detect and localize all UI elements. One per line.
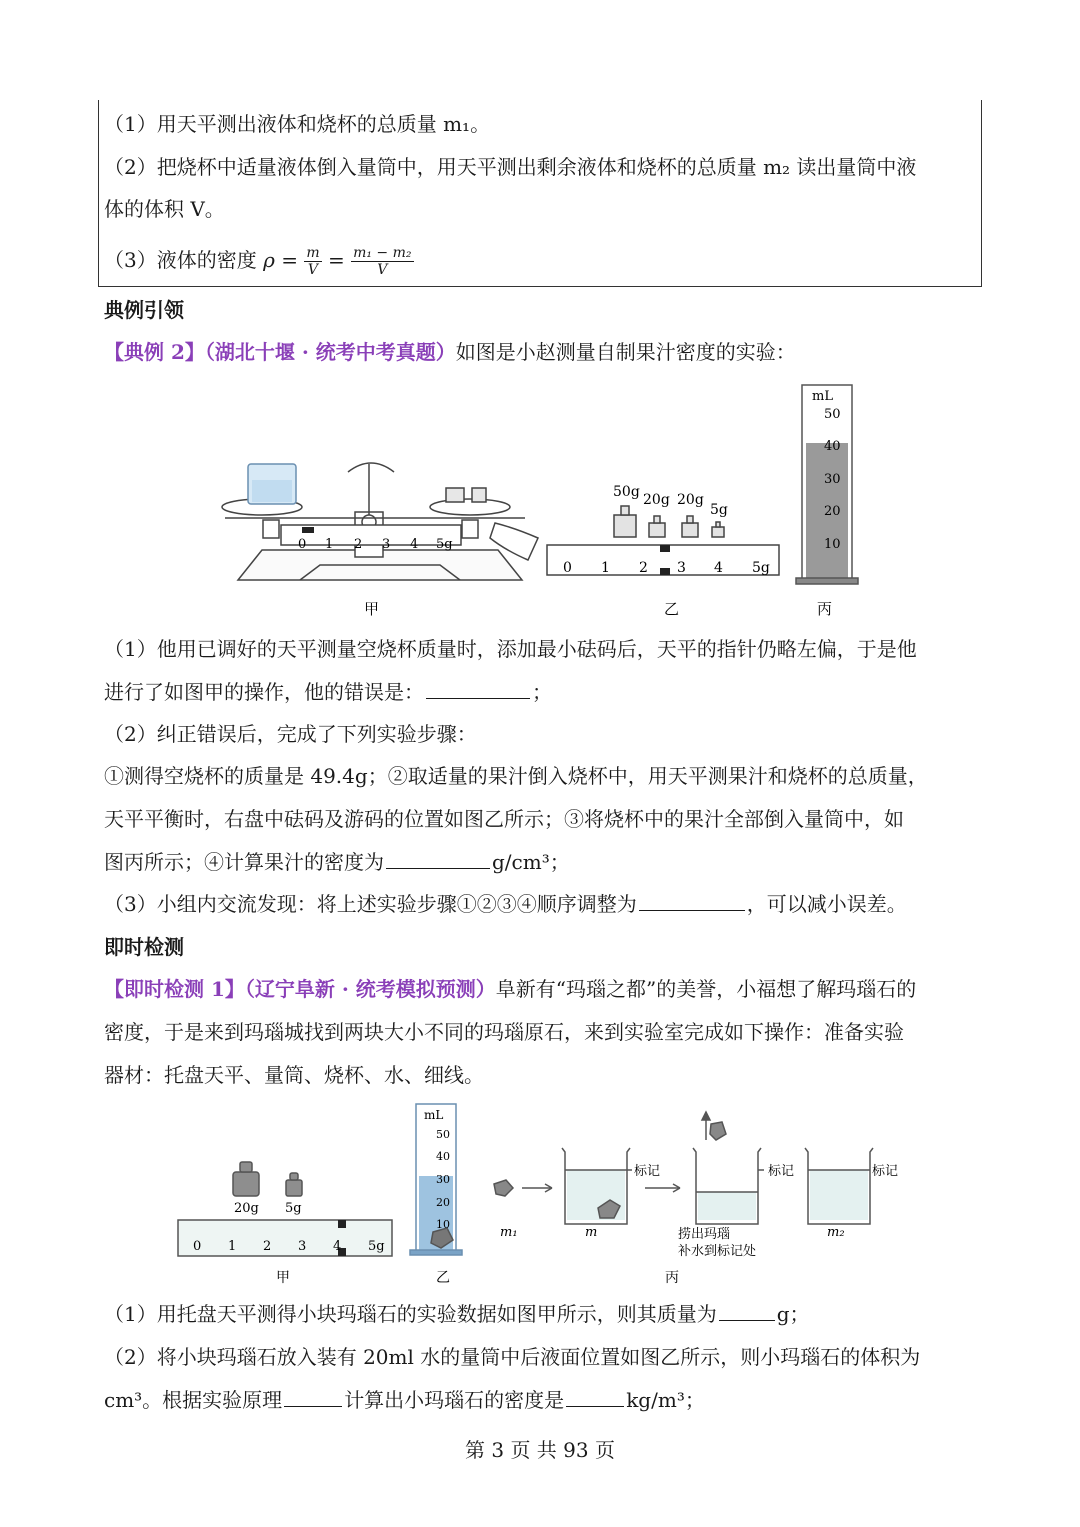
question-1-text: 进行了如图甲的操作，他的错误是：	[104, 680, 424, 704]
question-3-end: ，可以减小误差。	[746, 892, 907, 916]
agate-weight-20g: 20g	[234, 1201, 259, 1216]
label-m: m	[585, 1225, 598, 1240]
check-1-line-2: 密度，于是来到玛瑙城找到两块大小不同的玛瑙原石，来到实验室完成如下操作：准备实验	[104, 1020, 904, 1044]
question-1-line-2	[104, 678, 552, 706]
mark-label-1: 标记	[634, 1164, 661, 1179]
weight-labels	[613, 484, 728, 518]
label-m1: m₁	[500, 1225, 518, 1240]
jia-tick-0: 0	[298, 537, 307, 552]
box-step-3	[104, 240, 414, 280]
cylinder-tick-30: 30	[824, 472, 841, 487]
caption-bing: 丙	[817, 600, 833, 618]
question-2-density-text: 图丙所示；④计算果汁的密度为	[104, 850, 384, 874]
yi-tick-1: 1	[601, 560, 610, 576]
check-1-tag: 【即时检测 1】（辽宁阜新 · 统考模拟预测）	[104, 977, 496, 1001]
question-3-line	[104, 890, 907, 918]
agate-weight-5g: 5g	[285, 1201, 302, 1216]
section-heading-examples: 典例引领	[104, 298, 184, 322]
agate-tick-0: 0	[193, 1239, 202, 1254]
answer-blank-density[interactable]	[386, 848, 490, 869]
beaker-sequence	[494, 1112, 873, 1224]
section-heading-check: 即时检测	[104, 935, 184, 959]
cylinder-tick-20: 20	[824, 504, 841, 519]
note-remove-agate: 捞出玛瑙	[678, 1227, 731, 1242]
check-question-1	[104, 1300, 810, 1328]
weight-label-50g: 50g	[613, 484, 640, 500]
answer-blank-mass[interactable]	[719, 1300, 775, 1321]
caption-jia: 甲	[364, 600, 380, 618]
weight-label-20g-a: 20g	[643, 492, 670, 508]
cylinder-tick-40: 40	[824, 439, 841, 454]
check-question-2-text-b: 计算出小玛瑙石的密度是	[344, 1388, 565, 1412]
example-2-intro	[104, 338, 796, 366]
example-2-text: 如图是小赵测量自制果汁密度的实验：	[455, 340, 796, 364]
check-1-line-3: 器材：托盘天平、量筒、烧杯、水、细线。	[104, 1063, 484, 1087]
weight-label-5g: 5g	[710, 502, 728, 518]
agate-tick-4: 4	[333, 1239, 342, 1254]
agate-weight-labels	[234, 1201, 302, 1216]
agate-tick-5g: 5g	[368, 1239, 385, 1254]
agate-cyl-10: 10	[436, 1218, 450, 1231]
caption-yi: 乙	[664, 600, 680, 618]
yi-tick-0: 0	[563, 560, 572, 576]
mark-label-2: 标记	[768, 1164, 795, 1179]
agate-tick-3: 3	[298, 1239, 307, 1254]
page-footer: 第 3 页 共 93 页	[465, 1438, 615, 1462]
balance-diagram	[222, 463, 538, 580]
weight-label-20g-b: 20g	[677, 492, 704, 508]
answer-blank-order[interactable]	[639, 890, 745, 911]
figure-agate-density	[0, 1100, 1080, 1290]
question-3-text: （3）小组内交流发现：将上述实验步骤①②③④顺序调整为	[104, 892, 637, 916]
cylinder-tick-10: 10	[824, 537, 841, 552]
question-1-end: ；	[532, 680, 552, 704]
answer-blank-principle[interactable]	[284, 1386, 342, 1407]
check-1-line-1	[104, 975, 916, 1003]
jia-tick-5g: 5g	[436, 537, 453, 552]
answer-blank-1[interactable]	[426, 678, 530, 699]
density-unit: g/cm³；	[492, 850, 570, 874]
question-1-line-1: （1）他用已调好的天平测量空烧杯质量时，添加最小砝码后，天平的指针仍略左偏，于是他	[104, 637, 917, 661]
jia-tick-2: 2	[354, 537, 363, 552]
agate-cyl-50: 50	[436, 1128, 450, 1141]
caption2-bing: 丙	[665, 1270, 679, 1286]
equals-sign: =	[327, 248, 345, 272]
example-2-tag: 【典例 2】（湖北十堰 · 统考中考真题）	[104, 340, 456, 364]
cylinder-unit: mL	[812, 389, 833, 404]
question-2-line-1: ①测得空烧杯的质量是 49.4g；②取适量的果汁倒入烧杯中，用天平测果汁和烧杯的总质量，	[104, 764, 928, 788]
note-refill-water: 补水到标记处	[678, 1244, 757, 1259]
label-m2: m₂	[827, 1225, 845, 1240]
agate-cyl-20: 20	[436, 1196, 450, 1209]
box-step-2: （2）把烧杯中适量液体倒入量筒中，用天平测出剩余液体和烧杯的总质量 m₂ 读出量筒中液	[104, 155, 917, 179]
box-step-3-label: （3）液体的密度	[104, 248, 257, 272]
agate-tick-2: 2	[263, 1239, 272, 1254]
check-question-2-cont	[104, 1386, 705, 1414]
question-2-line-3	[104, 848, 570, 876]
yi-tick-2: 2	[639, 560, 648, 576]
agate-cyl-40: 40	[436, 1150, 450, 1163]
agate-cyl-30: 30	[436, 1173, 450, 1186]
rho-symbol: ρ =	[263, 248, 298, 272]
jia-tick-3: 3	[382, 537, 391, 552]
yi-tick-3: 3	[677, 560, 686, 576]
box-step-1: （1）用天平测出液体和烧杯的总质量 m₁。	[104, 112, 491, 136]
yi-tick-5g: 5g	[752, 560, 770, 576]
agate-tick-1: 1	[228, 1239, 237, 1254]
answer-blank-agate-density[interactable]	[566, 1386, 624, 1407]
check-question-2-unit: kg/m³；	[626, 1388, 705, 1412]
check-question-1-text: （1）用托盘天平测得小块玛瑙石的实验数据如图甲所示，则其质量为	[104, 1302, 717, 1326]
check-1-text: 阜新有“玛瑙之都”的美誉，小福想了解玛瑙石的	[495, 977, 917, 1001]
yi-tick-4: 4	[714, 560, 723, 576]
caption2-jia: 甲	[276, 1270, 290, 1286]
caption2-yi: 乙	[436, 1270, 450, 1286]
fraction-m-over-v: $\frac{m}{V}$	[306, 245, 320, 278]
box-step-2-cont: 体的体积 V。	[104, 197, 225, 221]
check-question-1-unit: g；	[776, 1302, 810, 1326]
cylinder-tick-50: 50	[824, 407, 841, 422]
question-2-intro: （2）纠正错误后，完成了下列实验步骤：	[104, 722, 477, 746]
jia-tick-1: 1	[325, 537, 334, 552]
check-question-2: （2）将小块玛瑙石放入装有 20ml 水的量筒中后液面位置如图乙所示，则小玛瑙石的体积为	[104, 1345, 921, 1369]
jia-tick-4: 4	[410, 537, 419, 552]
check-question-2-text-a: cm³。根据实验原理	[104, 1388, 283, 1412]
mark-label-3: 标记	[872, 1164, 899, 1179]
question-2-line-2: 天平平衡时，右盘中砝码及游码的位置如图乙所示；③将烧杯中的果汁全部倒入量筒中，如	[104, 807, 904, 831]
weights-and-rider	[547, 506, 779, 575]
fraction-mass-diff-over-v: $\frac{\text{m₁ − m₂}}{V}$	[353, 245, 412, 278]
agate-cylinder-unit: mL	[424, 1108, 444, 1122]
figure-juice-density	[0, 380, 1080, 630]
